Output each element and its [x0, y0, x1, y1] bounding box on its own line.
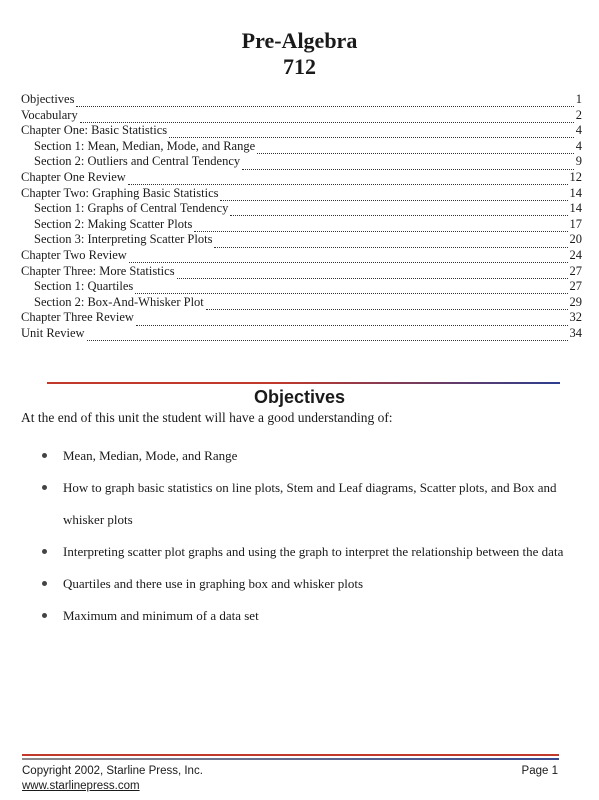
toc-dot-leader: [136, 315, 568, 326]
toc-dot-leader: [169, 127, 574, 138]
bullet-icon: [42, 485, 47, 490]
toc-entry[interactable]: [21, 186, 582, 202]
objectives-heading: Objectives: [253, 387, 346, 407]
objective-item: [38, 440, 568, 472]
toc-entry-label: Chapter One Review: [21, 169, 126, 184]
toc-entry[interactable]: [21, 154, 582, 170]
toc-dot-leader: [230, 205, 567, 216]
toc-entry-page: 27: [569, 279, 582, 294]
toc-entry-label: Section 2: Making Scatter Plots: [34, 216, 193, 231]
toc-entry-label: Chapter Three Review: [21, 310, 134, 325]
bullet-icon: [42, 613, 47, 618]
objective-text: How to graph basic statistics on line plots, Stem and Leaf diagrams, Scatter plots, and Box and whisker plots: [63, 480, 557, 527]
toc-entry-page: 29: [569, 294, 582, 309]
toc-dot-leader: [129, 252, 568, 263]
toc-entry-label: Section 1: Quartiles: [34, 279, 134, 294]
toc-entry[interactable]: [21, 310, 582, 326]
toc-entry[interactable]: [21, 295, 582, 311]
toc-entry-page: 27: [569, 263, 582, 278]
toc-entry[interactable]: [21, 108, 582, 124]
objectives-list: [38, 440, 568, 632]
toc-entry[interactable]: [21, 123, 582, 139]
page-title: Pre-Algebra: [241, 28, 358, 53]
table-of-contents: [21, 92, 582, 342]
toc-entry-label: Section 1: Mean, Median, Mode, and Range: [34, 138, 256, 153]
toc-entry-label: Chapter Three: More Statistics: [21, 263, 175, 278]
toc-entry-page: 20: [569, 232, 582, 247]
toc-entry-page: 9: [575, 154, 582, 169]
objective-item: [38, 472, 568, 536]
copyright-text: Copyright 2002, Starline Press, Inc.: [22, 765, 203, 777]
objective-item: [38, 536, 568, 568]
objective-text: Mean, Median, Mode, and Range: [63, 448, 238, 463]
objective-text: Interpreting scatter plot graphs and using the graph to interpret the relationship between the data: [63, 544, 564, 559]
footer-divider-gray: [22, 758, 559, 760]
toc-dot-leader: [242, 159, 574, 170]
course-number: 712: [283, 54, 316, 79]
toc-entry[interactable]: [21, 92, 582, 108]
toc-entry[interactable]: [21, 264, 582, 280]
toc-entry[interactable]: [21, 217, 582, 233]
objective-text: Quartiles and there use in graphing box and whisker plots: [63, 576, 364, 591]
toc-entry-page: 17: [569, 216, 582, 231]
toc-entry-page: 14: [569, 185, 582, 200]
toc-entry-label: Section 2: Outliers and Central Tendency: [34, 154, 241, 169]
toc-entry-label: Section 2: Box-And-Whisker Plot: [34, 294, 204, 309]
toc-entry-label: Section 3: Interpreting Scatter Plots: [34, 232, 213, 247]
bullet-icon: [42, 453, 47, 458]
toc-entry-page: 12: [569, 169, 582, 184]
objective-item: [38, 568, 568, 600]
page-number: Page 1: [521, 765, 558, 777]
toc-dot-leader: [76, 96, 573, 107]
toc-entry-page: 4: [575, 138, 582, 153]
footer-divider-red: [22, 754, 559, 756]
section-divider: [47, 382, 560, 384]
toc-entry[interactable]: [21, 170, 582, 186]
toc-entry-page: 34: [569, 325, 582, 340]
objective-item: [38, 600, 568, 632]
toc-dot-leader: [214, 237, 567, 248]
toc-dot-leader: [220, 190, 567, 201]
toc-entry[interactable]: [21, 279, 582, 295]
toc-entry-label: Objectives: [21, 92, 75, 106]
toc-entry-page: 4: [575, 123, 582, 138]
toc-entry[interactable]: [21, 139, 582, 155]
toc-dot-leader: [194, 221, 567, 232]
toc-dot-leader: [177, 268, 568, 279]
bullet-icon: [42, 549, 47, 554]
toc-entry-label: Chapter One: Basic Statistics: [21, 123, 168, 138]
toc-entry-page: 1: [575, 92, 582, 106]
objectives-intro: At the end of this unit the student will have a good understanding of:: [21, 410, 393, 425]
publisher-link[interactable]: www.starlinepress.com: [22, 780, 140, 792]
bullet-icon: [42, 581, 47, 586]
toc-dot-leader: [87, 330, 568, 341]
toc-entry-page: 14: [569, 201, 582, 216]
toc-entry-label: Unit Review: [21, 325, 85, 340]
toc-entry[interactable]: [21, 326, 582, 342]
toc-entry-label: Chapter Two Review: [21, 247, 127, 262]
toc-entry[interactable]: [21, 201, 582, 217]
toc-entry-label: Section 1: Graphs of Central Tendency: [34, 201, 229, 216]
toc-dot-leader: [206, 299, 568, 310]
objective-text: Maximum and minimum of a data set: [63, 608, 259, 623]
toc-entry[interactable]: [21, 248, 582, 264]
toc-dot-leader: [135, 283, 567, 294]
toc-entry[interactable]: [21, 232, 582, 248]
toc-entry-page: 24: [569, 247, 582, 262]
toc-entry-page: 2: [575, 107, 582, 122]
toc-entry-label: Vocabulary: [21, 107, 78, 122]
toc-dot-leader: [128, 174, 568, 185]
toc-entry-page: 32: [569, 310, 582, 325]
toc-dot-leader: [257, 143, 574, 154]
toc-entry-label: Chapter Two: Graphing Basic Statistics: [21, 185, 219, 200]
toc-dot-leader: [80, 112, 574, 123]
